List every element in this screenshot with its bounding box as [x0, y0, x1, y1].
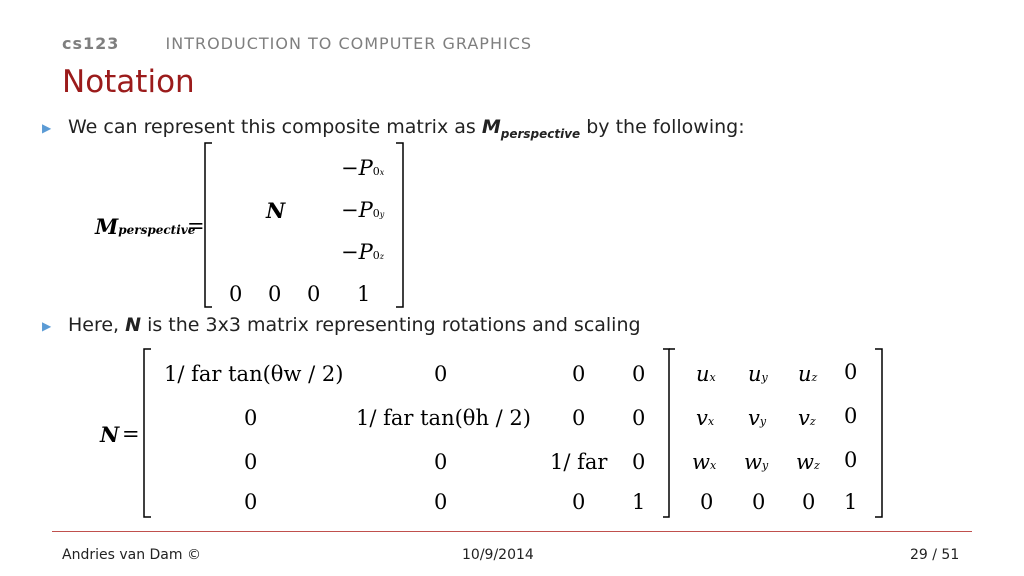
bullet-1-text-after: by the following:	[580, 116, 745, 138]
eq2-a31: 0	[434, 490, 448, 514]
bullet-arrow-icon: ▶	[42, 120, 52, 135]
eq2-a32: 0	[572, 490, 586, 514]
eq2-a00: 1/ far tan(θw / 2)	[164, 362, 344, 386]
eq2-a13: 0	[632, 406, 646, 430]
eq1-p0z: −P0z	[341, 240, 384, 264]
bullet-1-text-before: We can represent this composite matrix as	[68, 116, 482, 138]
eq1-b0: 0	[229, 282, 243, 306]
bullet-2-text-before: Here,	[68, 314, 126, 336]
eq2-vx: vx	[696, 406, 715, 430]
eq2-a20: 0	[244, 450, 258, 474]
equation-m-perspective	[95, 142, 415, 308]
course-title: INTRODUCTION TO COMPUTER GRAPHICS	[165, 34, 533, 53]
eq2-right-bracket	[874, 348, 884, 518]
eq2-a22: 1/ far	[550, 450, 608, 474]
eq2-vz: vz	[798, 406, 816, 430]
eq1-b1: 0	[268, 282, 282, 306]
course-code: cs123	[62, 34, 120, 53]
eq2-lhs: N	[100, 422, 120, 447]
eq2-left-bracket-1	[142, 348, 152, 518]
eq2-a21: 0	[434, 450, 448, 474]
eq2-wz: wz	[796, 450, 820, 474]
eq2-a02: 0	[572, 362, 586, 386]
eq2-b32: 0	[802, 490, 816, 514]
eq1-lhs: Mperspective	[95, 214, 196, 239]
eq2-a33: 1	[632, 490, 646, 514]
eq2-uy: uy	[748, 362, 768, 386]
bullet-arrow-icon: ▶	[42, 318, 52, 333]
eq2-a10: 0	[244, 406, 258, 430]
bullet-1	[42, 116, 745, 141]
eq1-p0x: −P0x	[341, 156, 385, 180]
eq1-b2: 0	[307, 282, 321, 306]
eq1-left-bracket	[203, 142, 213, 308]
bullet-1-matrix: $M_{perspective}$	[481, 116, 581, 141]
bullet-2-matrix: N	[125, 314, 142, 336]
eq1-right-bracket	[395, 142, 405, 308]
footer-date: 10/9/2014	[462, 547, 534, 563]
footer-divider	[52, 531, 972, 532]
eq2-equals: =	[122, 422, 140, 446]
bullet-2	[42, 314, 641, 336]
eq2-b31: 0	[752, 490, 766, 514]
footer-page-number: 29 / 51	[910, 547, 960, 563]
eq2-a01: 0	[434, 362, 448, 386]
footer-author: Andries van Dam ©	[62, 547, 201, 563]
eq2-ux: ux	[696, 362, 716, 386]
eq2-b30: 0	[700, 490, 714, 514]
eq1-equals: =	[187, 214, 205, 238]
eq1-n: N	[266, 198, 286, 223]
eq2-wy: wy	[744, 450, 769, 474]
eq2-b03: 0	[844, 360, 858, 384]
eq2-middle-bracket	[662, 348, 676, 518]
course-header	[62, 34, 532, 53]
eq2-a11: 1/ far tan(θh / 2)	[356, 406, 531, 430]
eq2-b13: 0	[844, 404, 858, 428]
bullet-2-text-after: is the 3x3 matrix representing rotations and scaling	[141, 314, 641, 336]
bullet-1-matrix-sub: perspective	[500, 126, 581, 141]
eq2-a12: 0	[572, 406, 586, 430]
eq2-a23: 0	[632, 450, 646, 474]
eq2-vy: vy	[748, 406, 767, 430]
slide-title: Notation	[62, 64, 195, 100]
eq2-a03: 0	[632, 362, 646, 386]
eq2-b23: 0	[844, 448, 858, 472]
eq2-uz: uz	[798, 362, 818, 386]
equation-n	[96, 344, 888, 520]
eq2-wx: wx	[692, 450, 717, 474]
eq2-a30: 0	[244, 490, 258, 514]
eq2-b33: 1	[844, 490, 858, 514]
eq1-b3: 1	[357, 282, 371, 306]
eq1-p0y: −P0y	[341, 198, 385, 222]
